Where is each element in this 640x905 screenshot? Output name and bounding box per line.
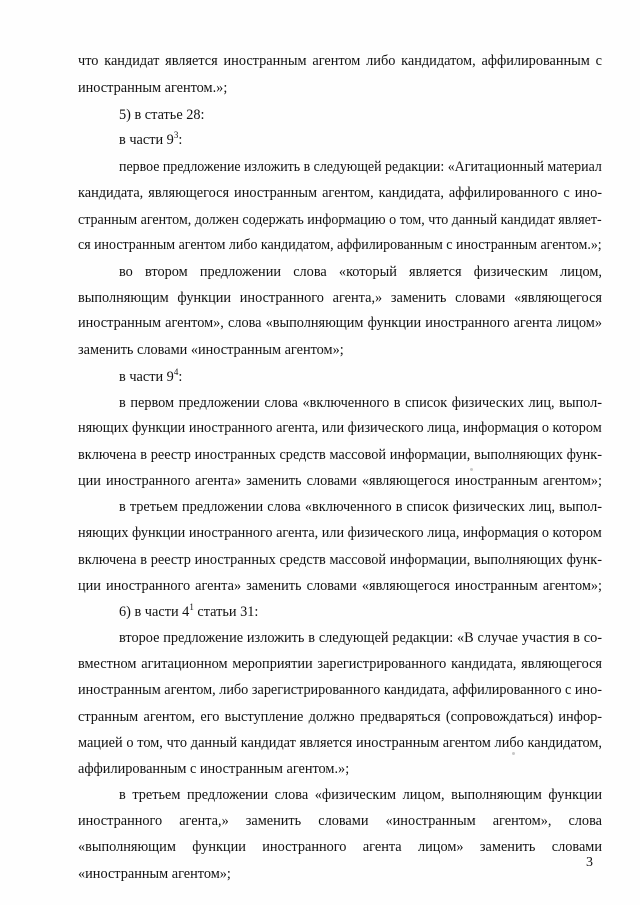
line-text: няющих функции иностранного агента, или физического лица, информация о котором <box>78 525 602 541</box>
text-line <box>119 132 182 148</box>
line-text: включена в реестр иностранных средств массовой информации, выполняющих функ- <box>78 447 602 463</box>
line-text-tail: : <box>178 132 183 148</box>
line-text: в части 9 <box>119 132 174 148</box>
text-line <box>78 682 603 698</box>
superscript-index: 3 <box>173 130 179 140</box>
text-line <box>78 578 602 594</box>
line-text-tail: : <box>178 369 183 385</box>
line-text: в части 9 <box>119 369 174 385</box>
line-text: в первом предложении слова «включенного в список физических лиц, выпол- <box>119 395 602 411</box>
text-line <box>78 866 231 882</box>
superscript-index: 4 <box>173 367 179 377</box>
text-line <box>78 839 602 855</box>
text-line <box>119 159 602 175</box>
line-text: «иностранным агентом»; <box>78 866 231 882</box>
line-text: странным агентом, должен содержать информацию о том, что данный кандидат являет- <box>78 212 602 228</box>
line-text: няющих функции иностранного агента, или физического лица, информация о котором <box>78 420 602 436</box>
text-line <box>78 735 602 751</box>
line-text: аффилированным с иностранным агентом.»; <box>78 761 350 777</box>
line-text: выполняющим функции иностранного агента,» заменить словами «являющегося <box>78 290 602 306</box>
superscript-index: 1 <box>189 602 194 612</box>
line-text: первое предложение изложить в следующей редакции: «Агитационный материал <box>119 159 602 175</box>
text-line <box>78 53 602 69</box>
text-line <box>119 604 258 620</box>
line-text: «выполняющим функции иностранного агента лицом» заменить словами <box>78 839 602 855</box>
line-text: включена в реестр иностранных средств массовой информации, выполняющих функ- <box>78 552 602 568</box>
text-line <box>78 761 349 777</box>
scan-speck <box>470 468 473 471</box>
text-line <box>119 264 602 280</box>
text-line <box>78 290 602 306</box>
line-text-tail: статьи 31: <box>193 604 259 620</box>
text-line <box>78 813 602 829</box>
line-text: кандидата, являющегося иностранным агентом, кандидата, аффилированного с ино- <box>78 185 602 201</box>
line-text: мацией о том, что данный кандидат является иностранным агентом либо кандидатом, <box>78 735 602 751</box>
line-text: заменить словами «иностранным агентом»; <box>78 342 344 358</box>
text-line <box>78 709 602 725</box>
line-text: странным агентом, его выступление должно предваряться (сопровождаться) инфор- <box>78 709 602 725</box>
text-line <box>78 212 602 228</box>
line-text: второе предложение изложить в следующей редакции: «В случае участия в со- <box>119 630 602 646</box>
line-text: что кандидат является иностранным агентом либо кандидатом, аффилированным с <box>78 53 602 69</box>
text-line <box>78 525 602 541</box>
line-text: ся иностранным агентом либо кандидатом, аффилированным с иностранным агентом.»; <box>78 237 602 253</box>
line-text: иностранным агентом, либо зарегистрированного кандидата, аффилированного с ино- <box>78 682 603 698</box>
text-line <box>78 185 602 201</box>
text-line <box>78 237 602 253</box>
line-text: ции иностранного агента» заменить словами «являющегося иностранным агентом»; <box>78 578 602 594</box>
text-line <box>78 656 602 672</box>
line-text: во втором предложении слова «который является физическим лицом, <box>119 264 602 280</box>
line-text: 6) в части 4 <box>119 604 190 620</box>
text-line <box>78 80 227 96</box>
text-line <box>119 395 602 411</box>
line-text: иностранного агента,» заменить словами «иностранным агентом», слова <box>78 813 602 829</box>
line-text: в третьем предложении слова «включенного в список физических лиц, выпол- <box>119 499 602 515</box>
text-line <box>78 342 344 358</box>
text-line <box>119 499 602 515</box>
line-text: иностранным агентом.»; <box>78 80 228 96</box>
line-text: в третьем предложении слова «физическим лицом, выполняющим функции <box>119 787 602 803</box>
text-line <box>119 630 602 646</box>
text-line <box>78 552 602 568</box>
line-text: вместном агитационном мероприятии зарегистрированного кандидата, являющегося <box>78 656 602 672</box>
text-line <box>119 369 182 385</box>
text-line <box>78 473 602 489</box>
text-line <box>78 315 602 331</box>
line-text: 5) в статье 28: <box>119 107 205 123</box>
page-number: 3 <box>586 855 593 870</box>
text-line <box>119 787 602 803</box>
text-line <box>78 447 602 463</box>
scan-speck <box>512 752 515 755</box>
text-line <box>119 107 205 123</box>
line-text: иностранным агентом», слова «выполняющим функции иностранного агента лицом» <box>78 315 602 331</box>
text-line <box>78 420 602 436</box>
line-text: ции иностранного агента» заменить словами «являющегося иностранным агентом»; <box>78 473 602 489</box>
